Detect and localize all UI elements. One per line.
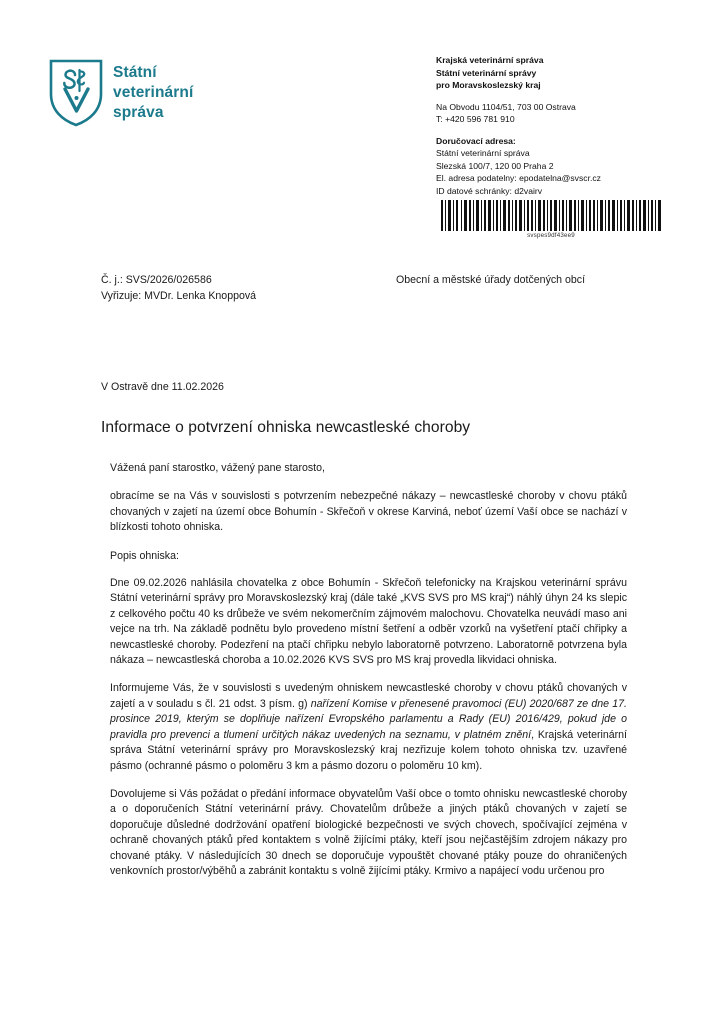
paragraph-intro: obracíme se na Vás v souvislosti s potvrzením nebezpečné nákazy – newcastleské choroby v chovu ptáků chovaných v zajetí na území obce Bohumín - Skřečoň v okrese Karviná, neboť území Vaší obce se nachází v blízkosti tohoto ohniska. [110,490,627,534]
delivery-line-2: Slezská 100/7, 120 00 Praha 2 [436,160,554,171]
org-line-2: Státní veterinární správy [436,67,537,78]
paragraph-outbreak: Dne 09.02.2026 nahlásila chovatelka z obce Bohumín - Skřečoň telefonicky na Krajskou veterinární správu Státní veterinární správy pro Moravskoslezský kraj (dále také „KVS SVS pro MS kraj“) náhlý úhyn 24 ks slepic z celkového počtu 40 ks drůbeže ve svém nekomerčním zájmovém malochovu. Chovatelka neuvádí maso ani vejce na trh. Na základě podnětu bylo provedeno místní šetření a odběr vzorků na vyšetření ptačí chřipky a newcastleské choroby. Podezření na ptačí chřipku nebylo laboratorně potvrzeno. Laboratorně potvrzena byla nákaza – newcastleská choroba a 10.02.2026 KVS SVS pro MS kraj provedla likvidaci ohniska. [110,577,627,667]
paragraph-request: Dovolujeme si Vás požádat o předání informace obyvatelům Vaší obce o tomto ohnisku newcastleské choroby a o doporučeních Státní veterinární právy. Chovatelům drůbeže a jiných ptáků chovaných v zajetí se doporučuje důsledné dodržování opatření biologické bezpečnosti ve svých chovech, spočívající zejména v ochraně chovaných ptáků před kontaktem s volně žijícími ptáky, kteří jsou nejčastějším zdrojem nákazy pro chované ptáky. V následujících 30 dnech se doporučuje vypouštět chované ptáky pouze do ohraničených venkovních prostor/výběhů a zabránit kontaktu s volně žijícími ptáky. Krmivo a napájecí vodu určenou pro [110,787,627,877]
document-header [0,54,724,244]
paragraph-legal-info [110,681,627,773]
file-number: Č. j.: SVS/2026/026586 [101,274,212,286]
databox-id: ID datové schránky: d2vairv [436,185,543,196]
office-phone: T: +420 596 781 910 [436,114,515,125]
delivery-line-1: Státní veterinární správa [436,148,530,159]
date-line: V Ostravě dne 11.02.2026 [101,381,224,393]
barcode-block [436,200,666,239]
org-line-3: pro Moravskoslezský kraj [436,80,541,91]
svs-logo [48,58,193,128]
org-line-1: Krajská veterinární správa [436,55,544,65]
document-body [110,461,627,892]
logo-line-2: veterinární [113,83,194,101]
barcode-icon [439,200,663,231]
legal-regulation-citation: nařízení Komise v přenesené pravomoci (EU) 2020/687 ze dne 17. prosince 2019, kterým se doplňuje nařízení Evropského parlamentu a Rady (EU) 2016/429, pokud jde o pravidla pro prevenci a tlumení určitých nákaz uvedených na seznamu, v platném znění [110,697,627,741]
logo-line-1: Státní [113,63,157,81]
delivery-address-label: Doručovací adresa: [436,135,516,146]
handler-name: Vyřizuje: MVDr. Lenka Knoppová [101,290,257,303]
outbreak-heading: Popis ohniska: [110,549,179,562]
svs-logo-text [113,63,193,123]
salutation: Vážená paní starostko, vážený pane starosto, [110,462,325,474]
barcode-label: svspes9df43ee9 [527,232,575,239]
legal-info-part2: , Krajská veterinární správa Státní veterinární správy pro Moravskoslezský kraj nezřizuje kolem tohoto ohniska tzv. uzavřené pásmo (ochranné pásmo o poloměru 3 km a pásmo dozoru o poloměru 10 km). [110,728,627,772]
delivery-email: El. adresa podatelny: epodatelna@svscr.cz [436,173,601,184]
reference-left [101,272,256,304]
page-title: Informace o potvrzení ohniska newcastleské choroby [101,419,471,436]
spacer-2 [436,126,601,135]
spacer-1 [436,92,601,101]
office-address: Na Obvodu 1104/51, 703 00 Ostrava [436,101,576,112]
header-address-block [436,54,601,197]
recipient: Obecní a městské úřady dotčených obcí [396,274,586,286]
logo-line-3: správa [113,104,164,122]
legal-info-part1: Informujeme Vás, že v souvislosti s uvedeným ohniskem newcastleské choroby v chovu ptáků chovaných v zajetí a v souladu s čl. 21 odst. 3 písm. g) [110,682,627,710]
svs-shield-logo-icon [48,58,104,128]
